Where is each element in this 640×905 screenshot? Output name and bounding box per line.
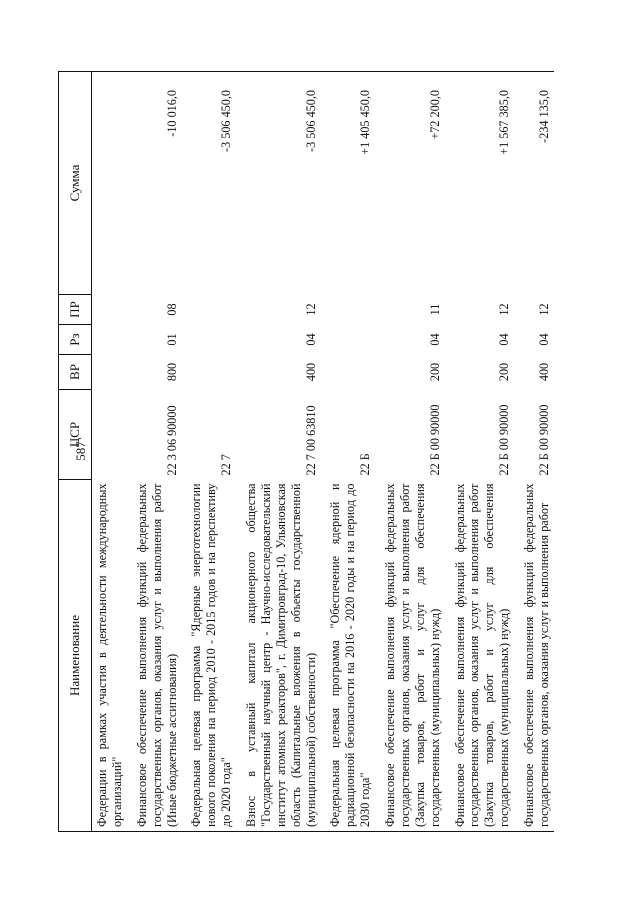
row-sum: -10 016,0 — [135, 72, 190, 295]
page-number: 587 — [73, 441, 88, 461]
row-name: Финансовое обеспечение выполнения функций федеральных государственных органов, оказания услуг и выполнения работ — [522, 480, 554, 832]
row-vr: 400 — [536, 362, 551, 382]
row-csr: 22 Б 00 90000 — [536, 404, 551, 476]
row-rz: 04 — [303, 333, 318, 346]
row-pr — [328, 295, 383, 325]
budget-table — [58, 71, 554, 832]
row-sum: +1 567 385,0 — [453, 72, 523, 295]
row-sum — [92, 72, 135, 295]
table-row — [328, 72, 383, 832]
row-csr: 22 Б 00 90000 — [497, 404, 512, 476]
row-rz: 01 — [164, 333, 179, 346]
row-vr — [92, 355, 135, 390]
header-rz: Рз — [59, 325, 92, 355]
row-rz: 04 — [427, 333, 442, 346]
header-sum: Сумма — [59, 72, 92, 295]
row-pr: 11 — [427, 303, 442, 316]
row-rz: 04 — [497, 333, 512, 346]
row-sum: -3 506 450,0 — [244, 72, 328, 295]
row-pr: 12 — [536, 303, 551, 316]
table-row — [189, 72, 244, 832]
header-pr: ПР — [59, 295, 92, 325]
row-name: Федеральная целевая программа "Обеспечение ядерной и радиационной безопасности на 2016 - 2020 годы и на период до 2030 года" — [328, 480, 383, 832]
row-name: Финансовое обеспечение выполнения функций федеральных государственных органов, оказания услуг и выполнения работ (Иные бюджетные ассигнования) — [135, 480, 190, 832]
row-name: Финансовое обеспечение выполнения функций федеральных государственных органов, оказания услуг и выполнения работ (Закупка товаров, работ и услуг для обеспечения государственных (муниципальных) нужд) — [453, 480, 523, 832]
table-row — [453, 72, 523, 832]
row-vr — [189, 355, 244, 390]
table-row — [244, 72, 328, 832]
table-row — [135, 72, 190, 832]
table-header-row — [59, 72, 92, 832]
row-csr: 22 Б — [358, 453, 373, 476]
table-row — [92, 72, 135, 832]
row-sum: +1 405 450,0 — [328, 72, 383, 295]
row-vr: 200 — [497, 362, 512, 382]
row-csr: 22 7 — [219, 454, 234, 476]
row-pr: 12 — [497, 303, 512, 316]
row-pr: 12 — [303, 303, 318, 316]
row-vr: 200 — [427, 362, 442, 382]
header-name: Наименование — [59, 480, 92, 832]
row-pr — [92, 295, 135, 325]
row-vr: 800 — [164, 362, 179, 382]
row-name: Взнос в уставный капитал акционерного общества "Государственный научный центр - Научно-исследовательский институт атомных реакторов", г. Димитровград-10, Ульяновская область (Капитальные вложения в объекты государственной (муниципальной) собственности) — [244, 480, 328, 832]
table-row — [522, 72, 554, 832]
table-row — [383, 72, 453, 832]
row-csr — [92, 390, 135, 480]
row-name: Федеральная целевая программа "Ядерные энерготехнологии нового поколения на период 2010 - 2015 годов и на перспективу до 2020 года" — [189, 480, 244, 832]
header-vr: ВР — [59, 355, 92, 390]
row-name: Федерации в рамках участия в деятельности международных организаций" — [92, 480, 135, 832]
row-rz — [189, 325, 244, 355]
row-sum: -234 135,0 — [522, 72, 554, 295]
row-vr: 400 — [303, 362, 318, 382]
header-csr: ЦСР — [59, 390, 92, 480]
row-rz: 04 — [536, 333, 551, 346]
row-pr — [189, 295, 244, 325]
row-csr: 22 3 06 90000 — [164, 405, 179, 476]
row-rz — [328, 325, 383, 355]
rotated-page — [58, 72, 578, 832]
row-rz — [92, 325, 135, 355]
row-csr: 22 Б 00 90000 — [427, 404, 442, 476]
row-csr: 22 7 00 63810 — [303, 405, 318, 476]
row-sum: +72 200,0 — [383, 72, 453, 295]
row-pr: 08 — [164, 303, 179, 316]
row-vr — [328, 355, 383, 390]
row-name: Финансовое обеспечение выполнения функций федеральных государственных органов, оказания услуг и выполнения работ (Закупка товаров, работ и услуг для обеспечения государственных (муниципальных) нужд) — [383, 480, 453, 832]
row-sum: -3 506 450,0 — [189, 72, 244, 295]
